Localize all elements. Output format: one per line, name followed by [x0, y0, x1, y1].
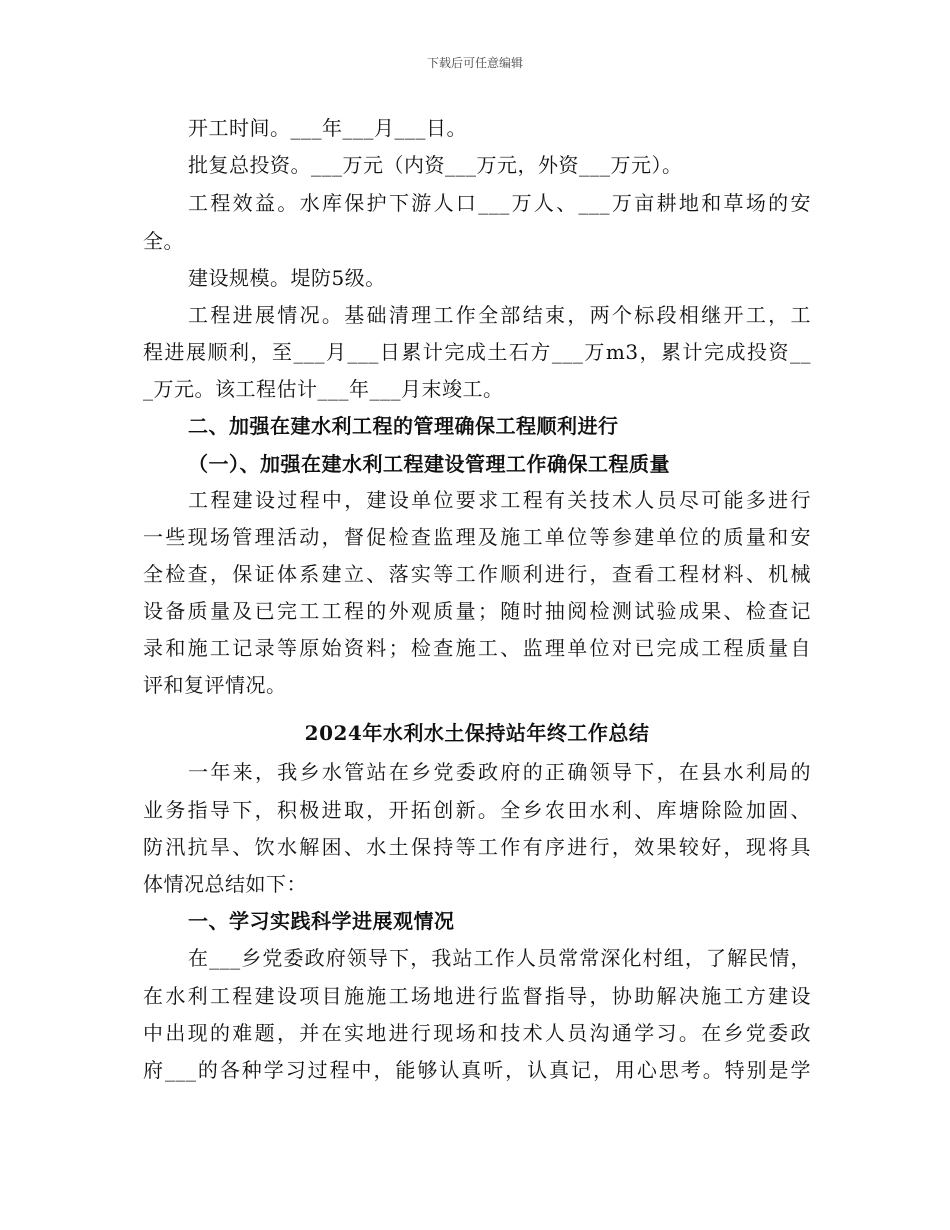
text-line: 业务指导下，积极进取，开拓创新。全乡农田水利、库塘除险加固、 [143, 798, 811, 822]
text-line: 府___的各种学习过程中，能够认真听，认真记，用心思考。特别是学 [143, 1058, 811, 1082]
text-line: 在水利工程建设项目施施工场地进行监督指导，协助解决施工方建设 [143, 984, 811, 1008]
text-line: （一）、加强在建水利工程建设管理工作确保工程质量 [188, 452, 670, 476]
text-line: 2024年水利水土保持站年终工作总结 [304, 721, 650, 745]
text-line: 体情况总结如下： [143, 872, 307, 896]
text-line: 全。 [143, 229, 184, 253]
text-line: 工程进展情况。基础清理工作全部结束，两个标段相继开工，工 [188, 303, 811, 327]
text-line: 全检查，保证体系建立、落实等工作顺利进行，查看工程材料、机械 [143, 562, 811, 586]
text-line: 开工时间。___年___月___日。 [188, 116, 467, 140]
text-line: 建设规模。堤防5级。 [188, 266, 386, 290]
text-line: 中出现的难题，并在实地进行现场和技术人员沟通学习。在乡党委政 [143, 1021, 811, 1045]
text-line: 二、加强在建水利工程的管理确保工程顺利进行 [188, 414, 619, 438]
text-line: 防汛抗旱、饮水解困、水土保持等工作有序进行，效果较好，现将具 [143, 835, 811, 859]
header-note: 下载后可任意编辑 [426, 56, 523, 70]
text-line: 一年来，我乡水管站在乡党委政府的正确领导下，在县水利局的 [188, 760, 811, 784]
text-line: 工程效益。水库保护下游人口___万人、___万亩耕地和草场的安 [188, 191, 811, 215]
text-line: 一些现场管理活动，督促检查监理及施工单位等参建单位的质量和安 [143, 525, 811, 549]
text-line: 录和施工记录等原始资料；检查施工、监理单位对已完成工程质量自 [143, 636, 811, 660]
text-line: 设备质量及已完工工程的外观质量；随时抽阅检测试验成果、检查记 [143, 599, 811, 623]
text-line: 一、学习实践科学进展观情况 [188, 909, 455, 933]
text-line: 评和复评情况。 [143, 673, 287, 697]
text-line: 程进展顺利，至___月___日累计完成土石方___万m3，累计完成投资__ [143, 340, 811, 364]
text-line: _万元。该工程估计___年___月末竣工。 [143, 377, 504, 401]
text-line: 在___乡党委政府领导下，我站工作人员常常深化村组，了解民情， [188, 946, 811, 970]
text-line: 批复总投资。___万元（内资___万元，外资___万元）。 [188, 153, 683, 177]
text-line: 工程建设过程中，建设单位要求工程有关技术人员尽可能多进行 [188, 488, 811, 512]
